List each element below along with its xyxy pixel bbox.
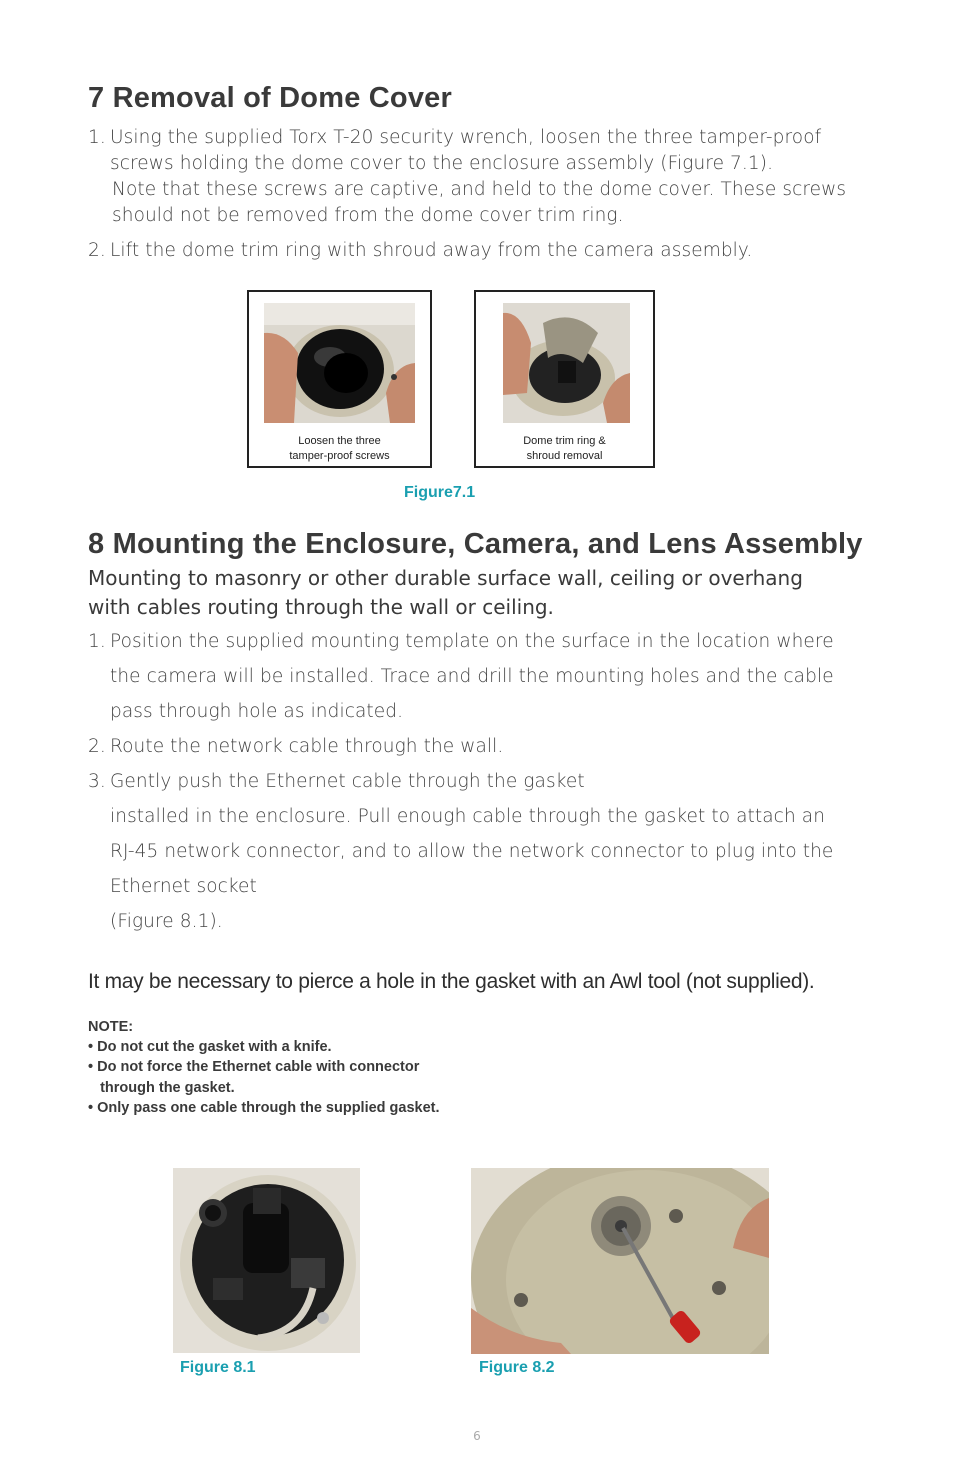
step-number: 2. <box>88 736 106 757</box>
section-8-subtitle: with cables routing through the wall or ceiling. <box>88 595 554 619</box>
figure-caption-line: shroud removal <box>526 450 603 462</box>
dome-cover-photo <box>264 303 415 423</box>
step-text: Position the supplied mounting template on the surface in the location where <box>110 631 834 652</box>
note-item: • Do not cut the gasket with a knife. <box>88 1039 332 1055</box>
step-text: screws holding the dome cover to the enclosure assembly (Figure 7.1). <box>110 153 774 174</box>
note-item: through the gasket. <box>88 1080 235 1096</box>
step-text: Lift the dome trim ring with shroud away from the camera assembly. <box>110 240 753 261</box>
step-text: pass through hole as indicated. <box>110 701 404 722</box>
step-text: (Figure 8.1). <box>110 911 223 932</box>
awl-warning: It may be necessary to pierce a hole in the gasket with an Awl tool (not supplied). <box>88 970 815 993</box>
step-note: Note that these screws are captive, and held to the dome cover. These screws <box>112 179 847 200</box>
figure-caption-line: Dome trim ring & <box>523 435 606 447</box>
trim-ring-photo <box>503 303 630 423</box>
figure-8-2-label: Figure 8.2 <box>479 1359 555 1376</box>
step-number: 1. <box>88 127 106 148</box>
note-item: • Only pass one cable through the supplied gasket. <box>88 1100 440 1116</box>
figure-8-1-label: Figure 8.1 <box>180 1359 256 1376</box>
figure-8-1-photo <box>173 1168 360 1353</box>
step-text: Gently push the Ethernet cable through the gasket <box>110 771 585 792</box>
step-text: Ethernet socket <box>110 876 257 897</box>
section-8-title: 8 Mounting the Enclosure, Camera, and Lens Assembly <box>88 528 863 560</box>
step-note: should not be removed from the dome cover trim ring. <box>112 205 624 226</box>
page-number: 6 <box>473 1429 481 1443</box>
step-text: the camera will be installed. Trace and drill the mounting holes and the cable <box>110 666 834 687</box>
section-8-subtitle: Mounting to masonry or other durable surface wall, ceiling or overhang <box>88 566 803 590</box>
note-heading: NOTE: <box>88 1019 134 1035</box>
figure-caption-line: tamper-proof screws <box>289 450 390 462</box>
step-text: RJ-45 network connector, and to allow the network connector to plug into the <box>110 841 834 862</box>
step-number: 1. <box>88 631 106 652</box>
figure-8-2-photo <box>471 1168 769 1354</box>
figure-caption-line: Loosen the three <box>298 435 381 447</box>
step-number: 2. <box>88 240 106 261</box>
section-7-title: 7 Removal of Dome Cover <box>88 82 452 114</box>
step-text: Using the supplied Torx T-20 security wrench, loosen the three tamper-proof <box>110 127 822 148</box>
figure-7-1-label: Figure7.1 <box>404 484 476 501</box>
step-text: Route the network cable through the wall. <box>110 736 504 757</box>
figure-7-1-right-panel <box>474 290 655 468</box>
figure-7-1-left-panel <box>247 290 432 468</box>
step-text: installed in the enclosure. Pull enough cable through the gasket to attach an <box>110 806 826 827</box>
note-item: • Do not force the Ethernet cable with connector <box>88 1059 420 1075</box>
step-number: 3. <box>88 771 106 792</box>
